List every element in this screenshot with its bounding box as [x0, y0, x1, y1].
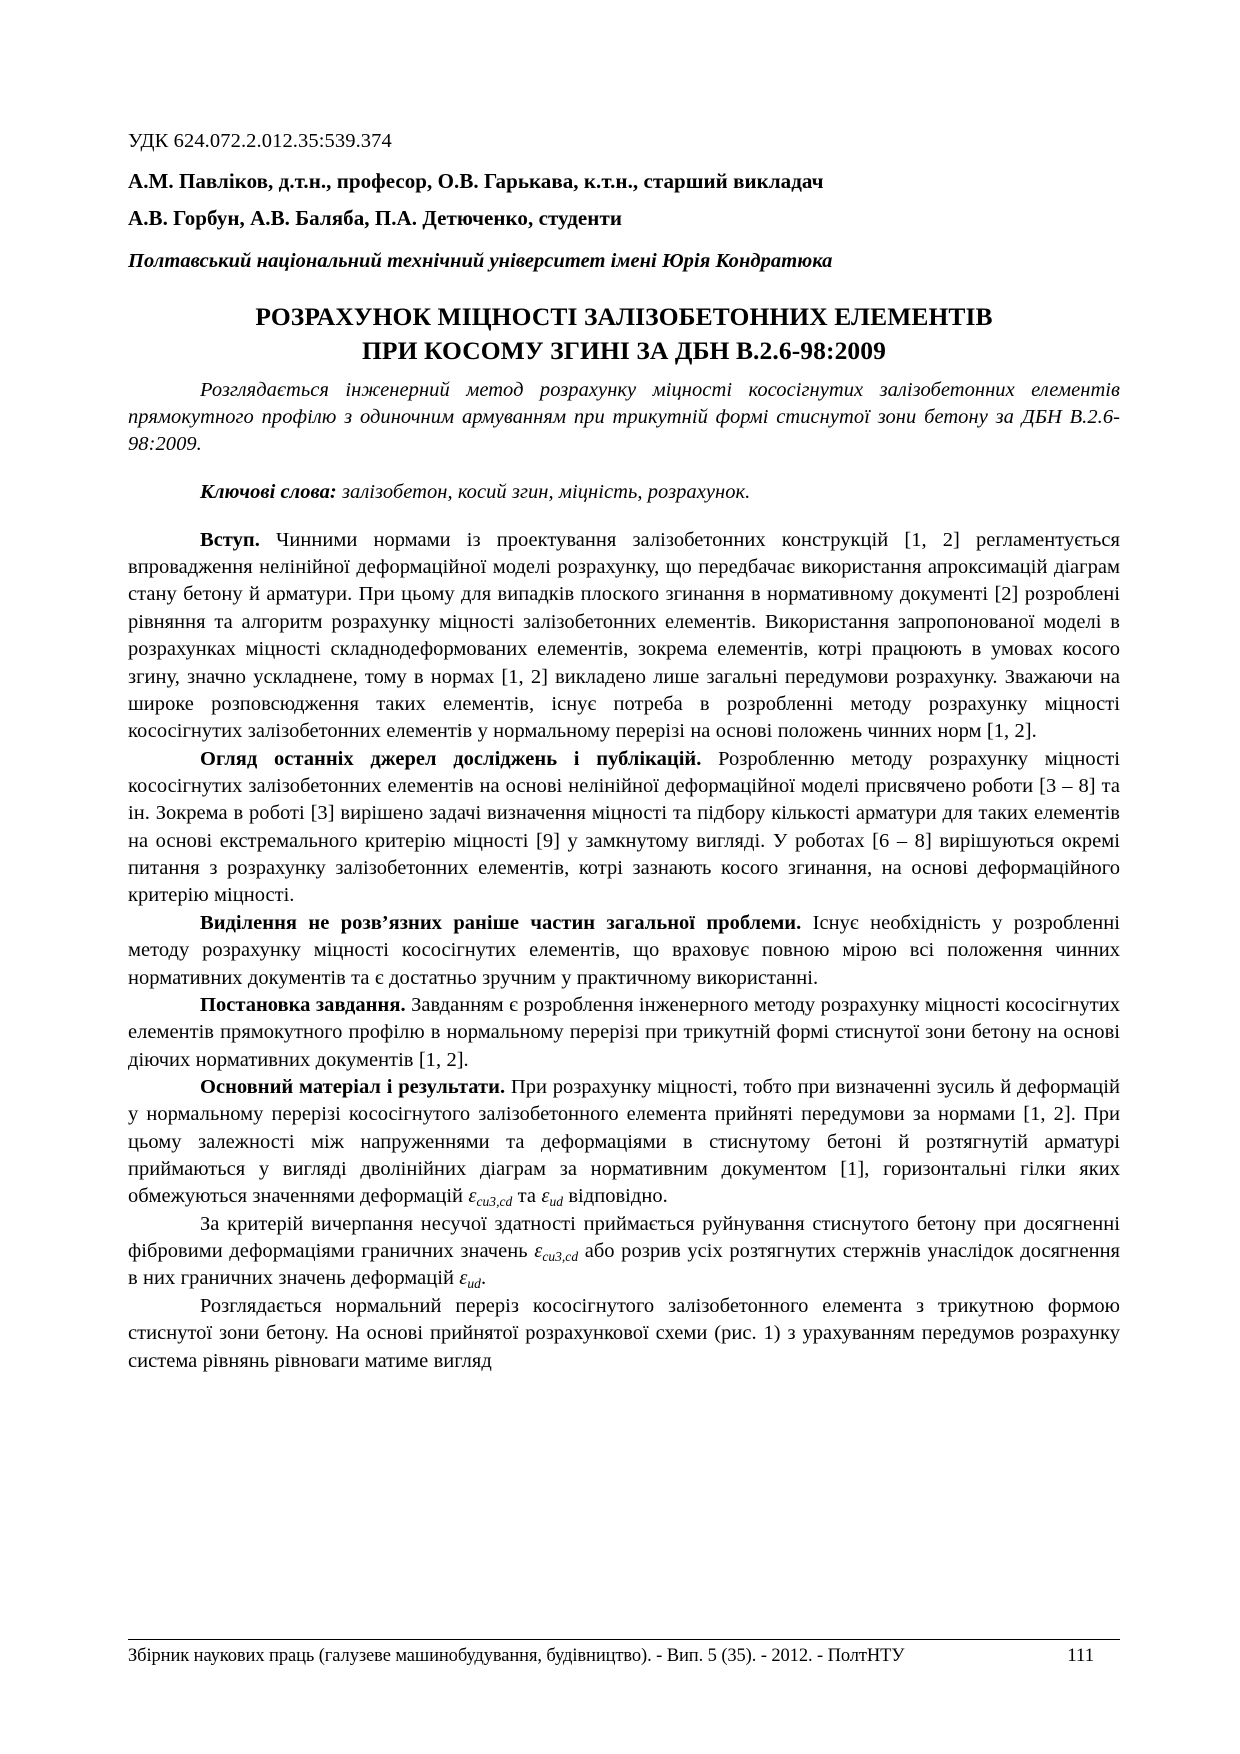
footer-source: Збірник наукових праць (галузеве машинобудування, будівництво). - Вип. 5 (35). - 2012. - ПолтНТУ [128, 1646, 905, 1667]
paragraph-literature-review-text: Розробленню методу розрахунку міцності кососігнутих залізобетонних елементів на основі нелінійної деформаційної моделі присвячено роботи [3 – 8] та ін. Зокрема в роботі [3] вирішено задачі визначення міцності та підбору кількості арматури для таких елементів на основі екстремального критерію міцності [9] у замкнутому вигляді. У роботах [6 – 8] вирішуються окремі питання з розрахунку залізобетонних елементів, котрі зазнають косого згинання, на основі деформаційного критерію міцності. [128, 747, 1120, 907]
paragraph-task-statement-text: Завданням є розроблення інженерного методу розрахунку міцності кососігнутих елементів прямокутного профілю в нормальному перерізі при трикутній формі стиснутої зони бетону на основі діючих нормативних документів [1, 2]. [128, 993, 1120, 1071]
paragraph-main-material [128, 1074, 1120, 1211]
footer-content [128, 1645, 1120, 1668]
paragraph-failure-criterion-mid: або розрив усіх розтягнутих стержнів унаслідок досягнення в них граничних значень деформацій [128, 1240, 1121, 1290]
paragraph-failure-criterion [128, 1211, 1120, 1293]
paragraph-unsolved-problem-text: Існує необхідність у розробленні методу розрахунку міцності кососігнутих елементів, що враховує повною мірою всі положення чинних нормативних документів та є достатньо зручним у практичному використанні. [128, 911, 1120, 989]
paragraph-intro [128, 527, 1120, 746]
udk-code: УДК 624.072.2.012.35:539.374 [128, 130, 392, 152]
paragraph-literature-review [128, 746, 1120, 910]
paragraph-task-statement [128, 992, 1120, 1074]
authors-line-2: А.В. Горбун, А.В. Баляба, П.А. Детюченко, студенти [128, 205, 622, 230]
epsilon-cu3cd-symbol-2: ε [534, 1240, 543, 1263]
abstract: Розглядається інженерний метод розрахунку міцності кососігнутих залізобетонних елементів прямокутного профілю з одиночним армуванням при трикутній формі стиснутої зони бетону за ДБН В.2.6-98:2009. [128, 378, 1120, 456]
authors-line-1: А.М. Павліков, д.т.н., професор, О.В. Гарькава, к.т.н., старший викладач [128, 169, 824, 194]
paragraph-unsolved-problem [128, 910, 1120, 992]
epsilon-cu3cd-subscript: cu3,cd [476, 1194, 513, 1210]
paragraph-main-material-end: відповідно. [563, 1185, 668, 1208]
page-number: 111 [1067, 1645, 1094, 1667]
heading-main-material: Основний матеріал і результати. [200, 1075, 506, 1098]
footer-divider [128, 1639, 1120, 1640]
paragraph-intro-text: Чинними нормами із проектування залізобетонних конструкцій [1, 2] регламентується впровадження нелінійної деформаційної моделі розрахунку, що передбачає використання апроксимацій діаграм стану бетону й арматури. При цьому для випадків плоского згинання в нормативному документі [2] розроблені рівняння та алгоритм розрахунку міцності залізобетонних елементів. Використання запропонованої моделі в розрахунках міцності складнодеформованих елементів, зокрема елементів, котрі працюють в умовах косого згину, значно ускладнене, тому в нормах [1, 2] викладено лише загальні передумови розрахунку. Зважаючи на широке розповсюдження таких елементів, існує потреба в розробленні методу розрахунку міцності кососігнутих залізобетонних елементів у нормальному перерізі на основі положень чинних норм [1, 2]. [128, 528, 1120, 743]
heading-task-statement: Постановка завдання. [200, 993, 406, 1016]
heading-unsolved-problem: Виділення не розв’язних раніше частин загальної проблеми. [200, 911, 802, 934]
paragraph-cross-section: Розглядається нормальний переріз кососігнутого залізобетонного елемента з трикутною формою стиснутої зони бетону. На основі прийнятої розрахункової схеми (рис. 1) з урахуванням передумов розрахунку система рівнянь рівноваги матиме вигляд [128, 1294, 1120, 1372]
heading-intro: Вступ. [200, 528, 260, 551]
page-footer [128, 1639, 1120, 1668]
keywords-label: Ключові слова: [200, 481, 337, 503]
epsilon-ud-symbol: ε [541, 1185, 550, 1208]
title-line-2: ПРИ КОСОМУ ЗГИНІ ЗА ДБН В.2.6-98:2009 [362, 335, 886, 365]
paragraph-failure-criterion-end: . [480, 1267, 487, 1290]
paragraph-failure-criterion-lead: За критерій вичерпання несучої здатності приймається руйнування стиснутого бетону при досягненні фібровими деформаціями граничних значень [128, 1212, 1120, 1263]
keywords-value: залізобетон, косий згин, міцність, розрахунок. [341, 481, 751, 503]
epsilon-cu3cd-symbol: ε [468, 1185, 477, 1208]
heading-literature-review: Огляд останніх джерел досліджень і публікацій. [200, 747, 702, 770]
epsilon-cu3cd-subscript-2: cu3,cd [542, 1248, 579, 1264]
affiliation: Полтавський національний технічний університет імені Юрія Кондратюка [128, 249, 833, 272]
epsilon-ud-symbol-2: ε [459, 1267, 468, 1290]
epsilon-ud-subscript: ud [549, 1194, 563, 1210]
page-title [128, 300, 1120, 366]
epsilon-ud-subscript-2: ud [467, 1276, 481, 1292]
keywords [128, 479, 1120, 506]
paragraph-main-material-text: При розрахунку міцності, тобто при визначенні зусиль й деформацій у нормальному перерізі кососігнутого залізобетонного елемента прийняті передумови за нормами [1, 2]. При цьому залежності між напруженнями та деформаціями в стиснутому бетоні й розтягнутій арматурі приймаються у вигляді дволінійних діаграм за нормативним документом [1], горизонтальні гілки яких обмежуються значеннями деформацій [128, 1075, 1120, 1208]
title-line-1: РОЗРАХУНОК МІЦНОСТІ ЗАЛІЗОБЕТОННИХ ЕЛЕМЕНТІВ [255, 302, 993, 332]
paragraph-main-material-mid: та [512, 1185, 542, 1208]
